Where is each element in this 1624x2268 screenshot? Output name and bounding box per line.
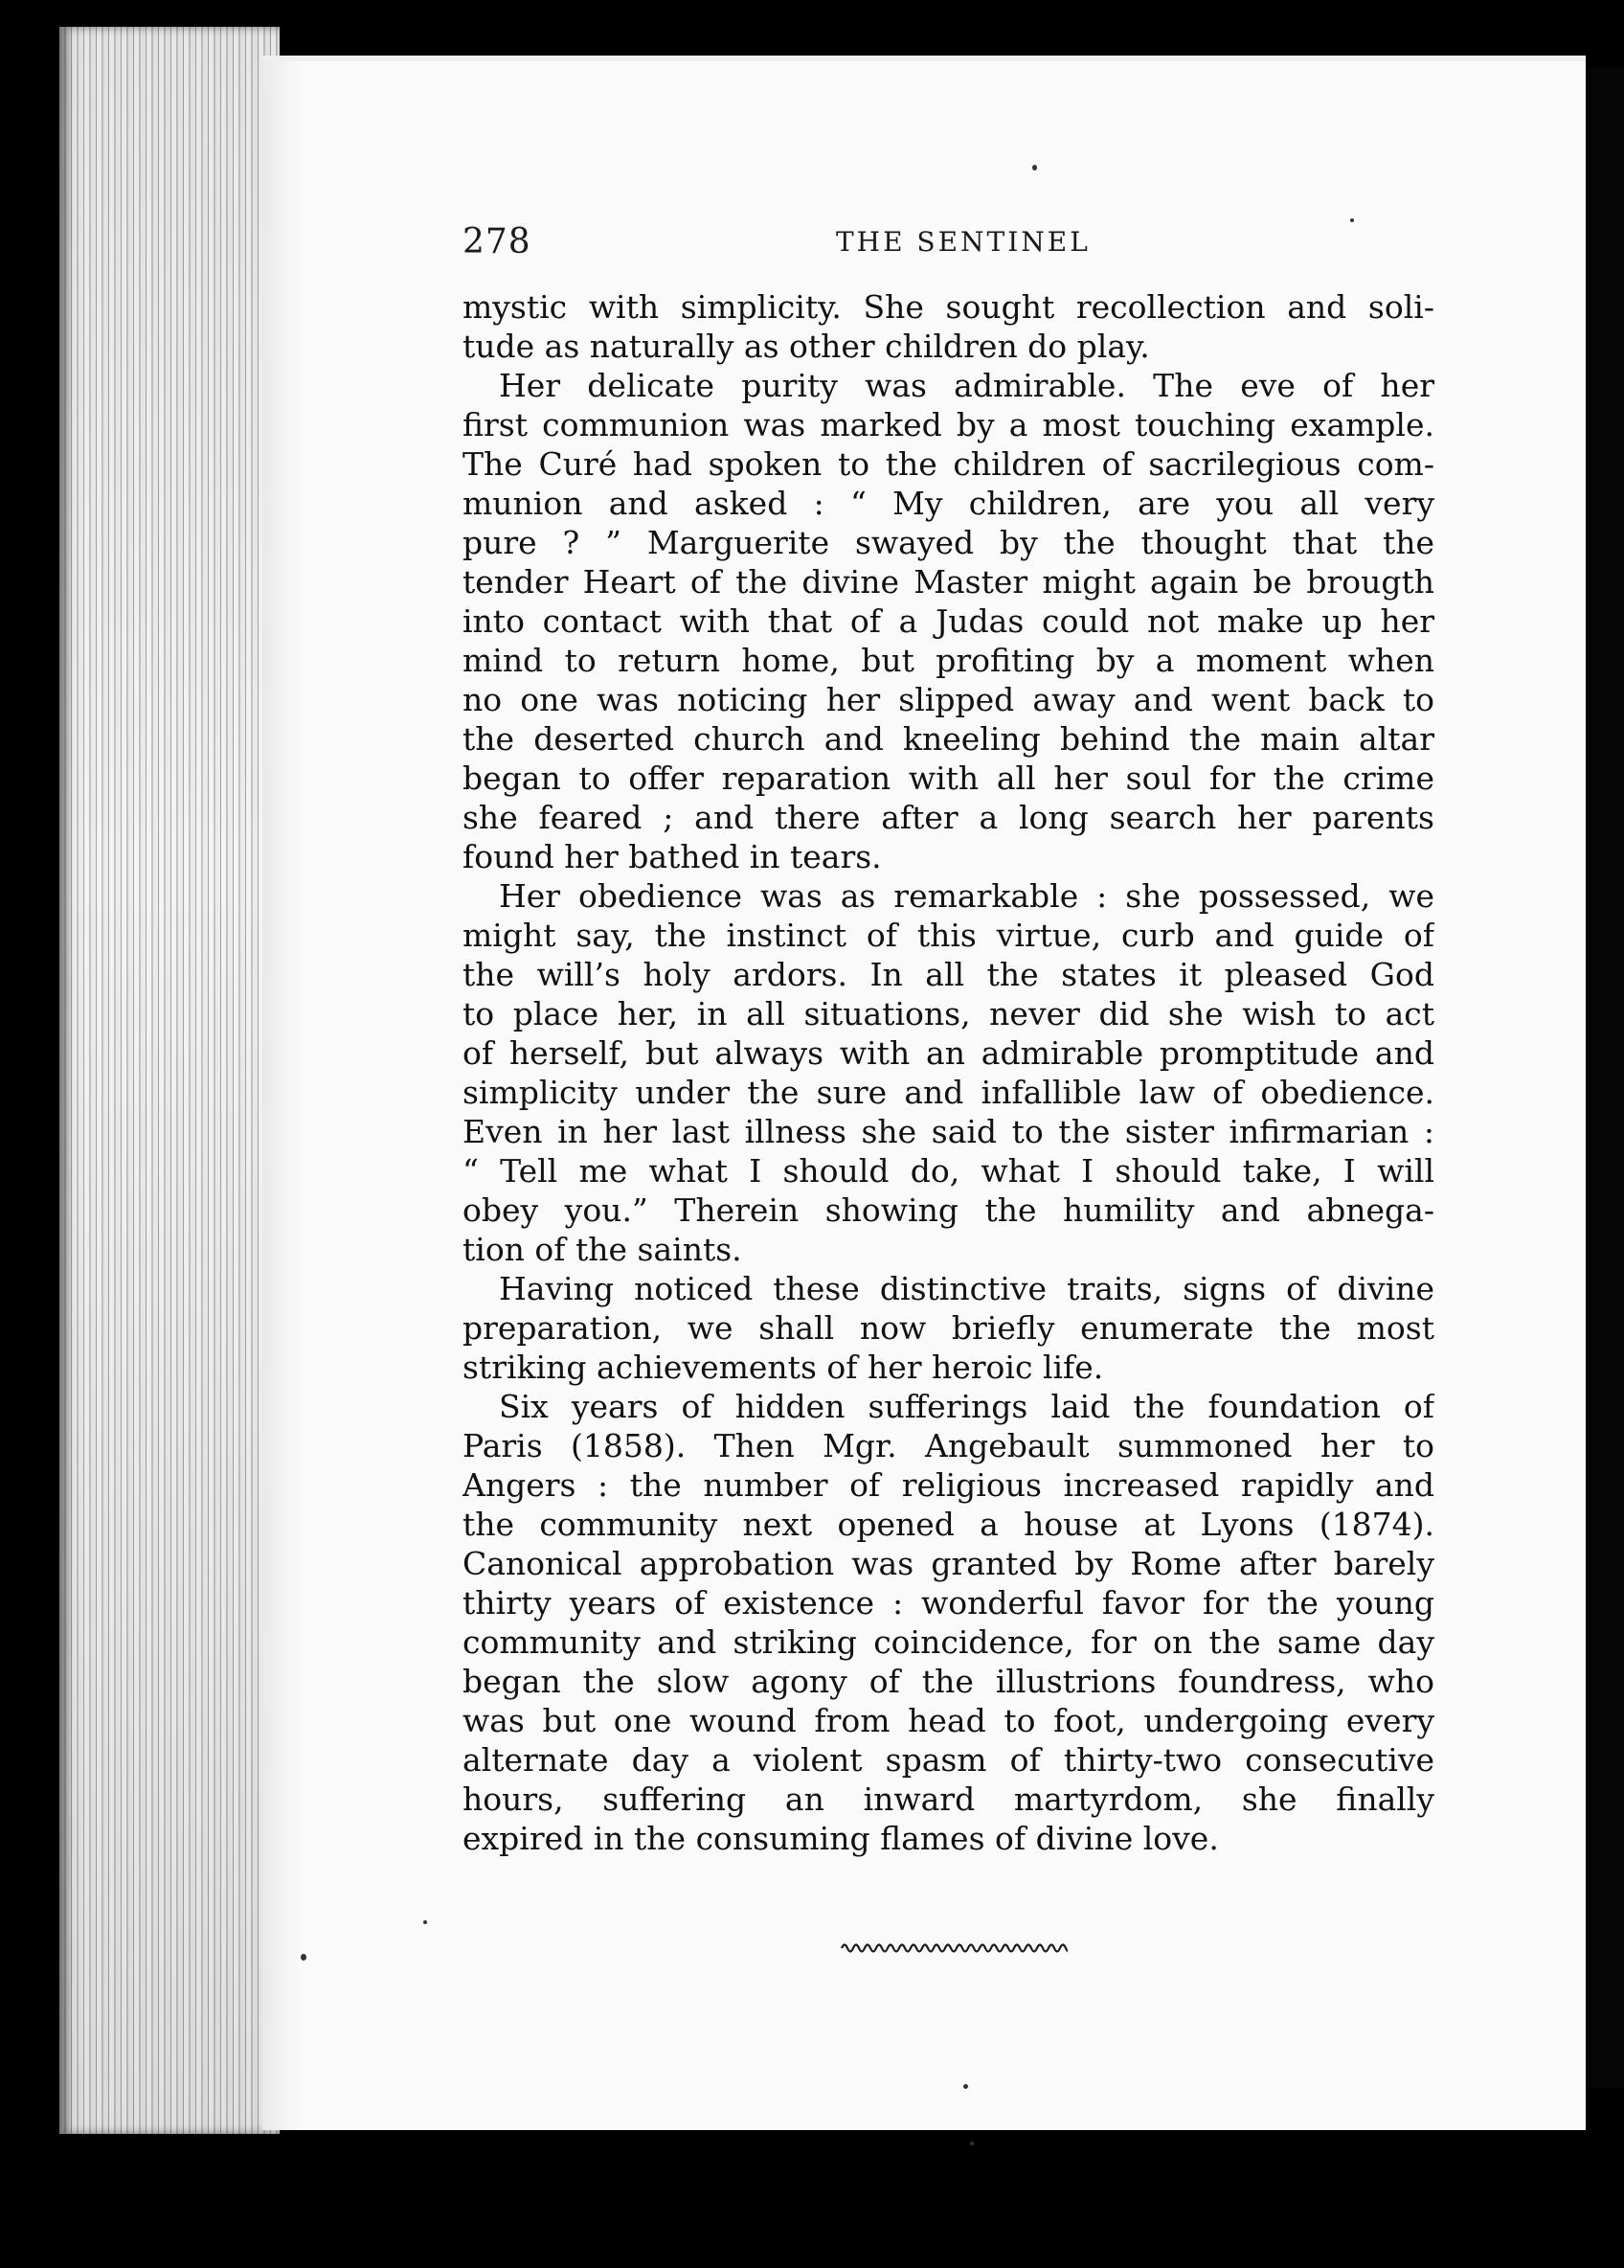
text-line: to place her, in all situations, never did she wish to act — [462, 995, 1434, 1032]
text-line: might say, the instinct of this virtue, curb and guide of — [462, 917, 1434, 954]
page-edges-shadow — [59, 27, 280, 2134]
text-line: began to offer reparation with all her soul for the crime — [462, 760, 1434, 797]
text-line: was but one wound from head to foot, undergoing every — [462, 1702, 1434, 1739]
text-line: community and striking coincidence, for on the same day — [462, 1623, 1434, 1661]
text-line: munion and asked : “ My children, are you all very — [462, 485, 1434, 522]
text-line: found her bathed in tears. — [462, 838, 882, 875]
text-line: of herself, but always with an admirable promptitude and — [462, 1034, 1434, 1072]
wavy-rule-ornament — [838, 1938, 1068, 1959]
text-line: tion of the saints. — [462, 1231, 742, 1268]
text-line: she feared ; and there after a long search her parents — [462, 799, 1434, 836]
text-line: Her delicate purity was admirable. The eve of her — [499, 367, 1434, 404]
text-line: mind to return home, but profiting by a moment when — [462, 642, 1434, 679]
text-line: Having noticed these distinctive traits, signs of divine — [499, 1270, 1434, 1307]
text-line: the deserted church and kneeling behind the main altar — [462, 720, 1434, 758]
running-head — [462, 222, 1439, 280]
text-line: the community next opened a house at Lyons (1874). — [462, 1506, 1434, 1543]
text-line: simplicity under the sure and infallible law of obedience. — [462, 1074, 1434, 1111]
text-line: Six years of hidden sufferings laid the foundation of — [499, 1388, 1434, 1425]
text-line: hours, suffering an inward martyrdom, she finally — [462, 1780, 1434, 1818]
text-line: alternate day a violent spasm of thirty-two consecutive — [462, 1741, 1434, 1779]
text-line: Paris (1858). Then Mgr. Angebault summoned her to — [462, 1427, 1434, 1464]
text-line: first communion was marked by a most touching example. — [462, 406, 1434, 443]
text-line: tender Heart of the divine Master might again be brougth — [462, 563, 1434, 601]
text-line: striking achievements of her heroic life. — [462, 1349, 1104, 1386]
text-line: Her obedience was as remarkable : she possessed, we — [499, 877, 1434, 915]
text-line: Angers : the number of religious increased rapidly and — [462, 1466, 1434, 1504]
scan-speck — [301, 1954, 306, 1961]
scan-speck — [970, 2142, 974, 2145]
scan-speck — [1032, 165, 1037, 170]
text-line: mystic with simplicity. She sought recollection and soli- — [462, 288, 1434, 326]
right-gutter-band — [1586, 67, 1624, 2088]
text-line: preparation, we shall now briefly enumerate the most — [462, 1309, 1434, 1347]
page-number: 278 — [462, 222, 531, 261]
text-line: “ Tell me what I should do, what I should take, I will — [462, 1152, 1434, 1190]
text-line: tude as naturally as other children do play. — [462, 328, 1150, 365]
scan-speck — [423, 1920, 427, 1924]
scan-speck — [963, 2084, 968, 2089]
text-line: began the slow agony of the illustrions foundress, who — [462, 1663, 1434, 1700]
text-line: pure ? ” Marguerite swayed by the thought that the — [462, 524, 1434, 561]
text-line: Even in her last illness she said to the sister infirmarian : — [462, 1113, 1434, 1150]
text-line: thirty years of existence : wonderful favor for the young — [462, 1584, 1434, 1622]
scan-speck — [1350, 218, 1354, 222]
text-line: expired in the consuming flames of divine love. — [462, 1820, 1219, 1857]
text-line: no one was noticing her slipped away and went back to — [462, 681, 1434, 718]
text-line: The Curé had spoken to the children of sacrilegious com- — [462, 445, 1434, 483]
text-line: the will’s holy ardors. In all the states it pleased God — [462, 956, 1434, 993]
text-line: into contact with that of a Judas could not make up her — [462, 602, 1434, 640]
running-title: THE SENTINEL — [836, 226, 1091, 258]
body-text — [462, 287, 1434, 1858]
text-line: obey you.” Therein showing the humility and abnega- — [462, 1191, 1434, 1229]
text-line: Canonical approbation was granted by Rome after barely — [462, 1545, 1434, 1582]
